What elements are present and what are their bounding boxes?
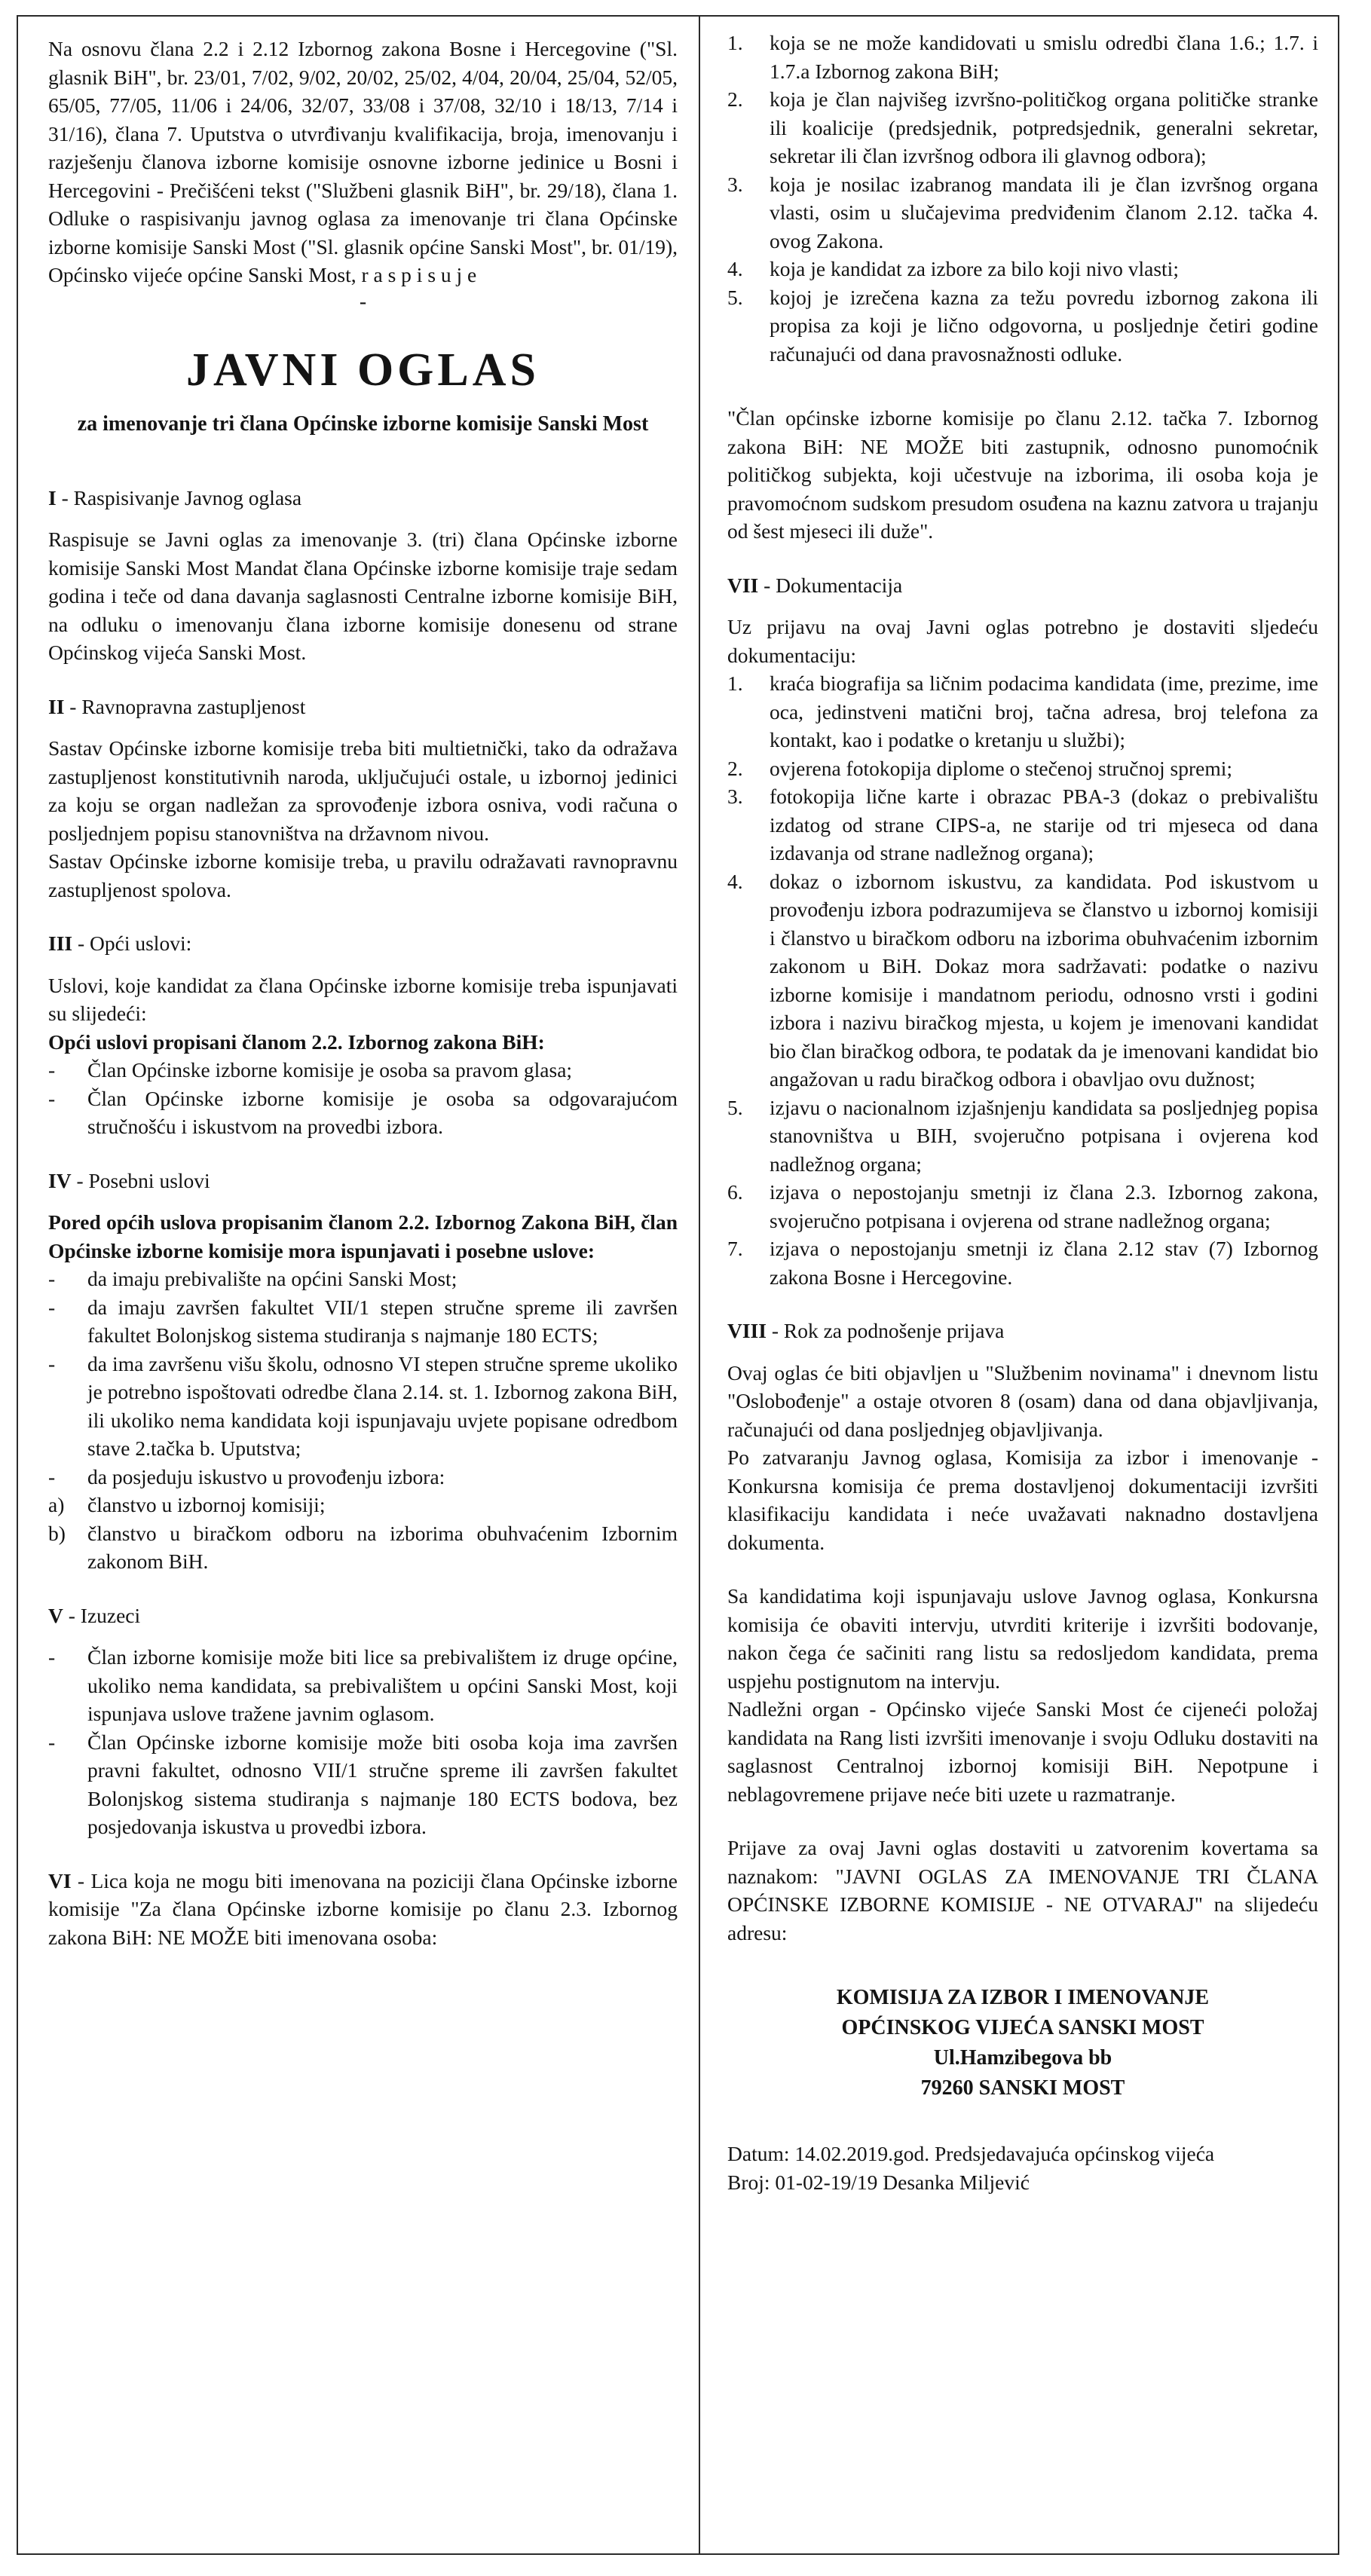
- list-item: 1. koja se ne može kandidovati u smislu odredbi člana 1.6.; 1.7. i 1.7.a Izbornog zakona BiH;: [727, 31, 1318, 83]
- section-7-number: VII: [727, 573, 759, 597]
- section-6-heading: [48, 1867, 678, 1952]
- list-item: b) članstvo u biračkom odboru na izborima obuhvaćenim Izbornim zakonom BiH.: [48, 1521, 678, 1573]
- list-item: 5. izjavu o nacionalnom izjašnjenju kandidata sa posljednjeg popisa stanovništva u BIH, svojeručno potpisana i ovjerena kod nadležnog organa;: [727, 1095, 1318, 1176]
- section-5-title: - Izuzeci: [63, 1603, 141, 1627]
- list-item: - da ima završenu višu školu, odnosno VI stepen stručne spreme ukoliko je potrebno ispoštovati odredbe člana 2.14. st. 1. Izbornog zakona BiH, ili ukoliko nema kandidata koji ispunjavaju uvjete popisane odredbom stave 2.tačka b. Uputstva;: [48, 1351, 678, 1460]
- section-6-quote: "Član općinske izborne komisije po članu 2.12. tačka 7. Izbornog zakona BiH: NE MOŽE biti zastupnik, odnosno punomoćnik političkog subjekta, koji učestvuje na izborima, ili osoba koja je pravomoćnom sudskom presudom osuđena na kaznu zatvora u trajanju od šest mjeseci ili duže".: [727, 406, 1318, 543]
- page-title: JAVNI OGLAS: [185, 344, 540, 396]
- list-item: - Član Općinske izborne komisije je osoba sa pravom glasa;: [48, 1058, 573, 1081]
- signer-title: Predsjedavajuća općinskog vijeća: [935, 2142, 1215, 2165]
- section-1-title: - Raspisivanje Javnog oglasa: [56, 485, 302, 509]
- section-7-paragraph: Uz prijavu na ovaj Javni oglas potrebno je dostaviti sljedeću dokumentaciju:: [727, 615, 1318, 667]
- section-3-title: - Opći uslovi:: [72, 932, 192, 955]
- section-1-number: I: [48, 485, 57, 509]
- signature-block: [727, 2140, 1318, 2196]
- section-5-heading: [48, 1602, 678, 1630]
- list-item: 4. dokaz o izbornom iskustvu, za kandidata. Pod iskustvom u provođenju izbora podrazumijeva se članstvo u izbornoj komisiji i članstvo u biračkom odboru na izborima obuhvaćenim izbornim zakonom u BiH. Dokaz mora sadržavati: podatke o nazivu izborne komisije i mandatnom periodu, odnosno vrsti i godini izbora i nazivu biračkog mjesta, u kojem je imenovani kandidat bio član biračkog odbora, te podatak da je imenovani kandidat bio angažovan u radu biračkog odbora i obavljao ovu dužnost;: [727, 869, 1318, 1091]
- section-4-list: [48, 1265, 678, 1491]
- list-item: 7. izjava o nepostojanju smetnji iz člana 2.12 stav (7) Izbornog zakona Bosne i Hercegovine.: [727, 1237, 1318, 1289]
- list-item: - da imaju prebivalište na općini Sanski Most;: [48, 1267, 458, 1290]
- section-8-title: - Rok za podnošenje prijava: [766, 1319, 1005, 1342]
- section-8-paragraph-1: Ovaj oglas će biti objavljen u "Službenim novinama" i dnevnom listu "Oslobođenje" a ostaje otvoren 8 (osam) dana od dana objavljivanja, računajući od dana posljednjeg objavljivanja.: [727, 1360, 1318, 1441]
- section-8-paragraph-4: Nadležni organ - Općinsko vijeće Sanski Most će cijeneći položaj kandidata na Rang listi izvršiti imenovanje i svoju Odluku dostaviti na saglasnost Centralnoj izbornoj komisiji BiH. Nepotpune i neblagovremene prijave neće biti uzete u razmatranje.: [727, 1697, 1318, 1806]
- address-line-3: Ul.Hamzibegova bb: [933, 2046, 1112, 2070]
- page-subtitle: za imenovanje tri člana Općinske izborne komisije Sanski Most: [77, 411, 649, 436]
- section-3-bold-line: Opći uslovi propisani članom 2.2. Izbornog zakona BiH:: [48, 1029, 545, 1054]
- section-8-paragraph-3: Sa kandidatima koji ispunjavaju uslove Javnog oglasa, Konkursna komisija će obaviti intervju, utvrditi kriterije i izvršiti bodovanje, nakon čega će sačiniti rang listu sa redosljedom kandidata, prema uspjehu postignutom na intervju.: [727, 1584, 1318, 1693]
- section-4-title: - Posebni uslovi: [71, 1168, 210, 1192]
- section-6-list: [727, 29, 1318, 368]
- list-item: 1. kraća biografija sa ličnim podacima kandidata (ime, prezime, ime oca, jedinstveni matični broj, tačna adresa, broj telefona za kontakt, kao i podatke o kretanju u službi);: [727, 672, 1318, 751]
- section-6-number: VI: [48, 1868, 72, 1892]
- section-7-heading: [727, 571, 1318, 600]
- list-item: - Član izborne komisije može biti lice sa prebivalištem iz druge općine, ukoliko nema kandidata, sa prebivalištem u općini Sanski Most, koji ispunjava uslove tražene javnim oglasom.: [48, 1645, 678, 1725]
- section-2-heading: [48, 693, 678, 721]
- right-column: [700, 17, 1341, 2553]
- section-3-number: III: [48, 932, 73, 955]
- list-item: 2. ovjerena fotokopija diplome o stečenoj stručnoj spremi;: [727, 756, 1233, 780]
- section-3-heading: [48, 929, 678, 958]
- list-item: 5. kojoj je izrečena kazna za težu povredu izbornog zakona ili propisa za koji je lično odgovorna, u posljednje četiri godine računajući od dana pravosnažnosti odluke.: [727, 285, 1318, 366]
- list-item: - Član Općinske izborne komisije je osoba sa odgovarajućom stručnošću i iskustvom na provedbi izbora.: [48, 1086, 678, 1138]
- list-item: 4. koja je kandidat za izbore za bilo koji nivo vlasti;: [727, 257, 1179, 280]
- section-2-paragraph-2: Sastav Općinske izborne komisije treba, u pravilu odražavati ravnopravnu zastupljenost spolova.: [48, 849, 678, 901]
- address-line-4: 79260 SANSKI MOST: [920, 2076, 1125, 2100]
- address-block: [727, 1983, 1318, 2103]
- section-8-heading: [727, 1317, 1318, 1345]
- section-3-paragraph: Uslovi, koje kandidat za člana Općinske izborne komisije treba ispunjavati su slijedeći:: [48, 973, 678, 1025]
- broj-label: Broj:: [727, 2170, 770, 2194]
- section-4-sublist: [48, 1491, 678, 1576]
- section-7-title: - Dokumentacija: [758, 573, 903, 597]
- section-2-paragraph-1: Sastav Općinske izborne komisije treba biti multietnički, tako da odražava zastupljenost konstitutivnih naroda, uključujući ostale, u izbornoj jedinici za koju se organ nadležan za sprovođenje izbora osniva, vodi računa o posljednjem popisu stanovništva na državnom nivou.: [48, 736, 678, 845]
- list-item: a) članstvo u izbornoj komisiji;: [48, 1493, 326, 1516]
- section-1-heading: [48, 484, 678, 512]
- broj-value: 01-02-19/19: [775, 2170, 878, 2194]
- address-line-1: KOMISIJA ZA IZBOR I IMENOVANJE: [836, 1986, 1210, 2009]
- section-2-number: II: [48, 694, 65, 718]
- datum-value: 14.02.2019.god.: [794, 2142, 930, 2165]
- section-4-bold-paragraph: Pored općih uslova propisanim članom 2.2. Izbornog Zakona BiH, član Općinske izborne komisije mora ispunjavati i posebne uslove:: [48, 1210, 678, 1262]
- intro-paragraph: Na osnovu člana 2.2 i 2.12 Izbornog zakona Bosne i Hercegovine ("Sl. glasnik BiH", br. 23/01, 7/02, 9/02, 20/02, 25/02, 4/04, 20/04, 25/04, 52/05, 65/05, 77/05, 11/06 i 24/06, 32/07, 33/08 i 37/08, 32/10 i 18/13, 7/14 i 31/16), člana 7. Uputstva o utvrđivanju kvalifikacija, broja, imenovanju i razješenju članova izborne komisije osnovne izborne jedinice u Bosni i Hercegovini - Prečišćeni tekst ("Službeni glasnik BiH", br. 29/18), člana 1. Odluke o raspisivanju javnog oglasa za imenovanje tri člana Općinske izborne komisije Sanski Most ("Sl. glasnik općine Sanski Most", br. 01/19), Općinsko vijeće općine Sanski Most, r a s p i s u j e: [48, 37, 678, 286]
- list-item: - Član Općinske izborne komisije može biti osoba koja ima završen pravni fakultet, odnosno VII/1 stručne spreme ili završen fakultet Bolonjskog sistema studiranja s najmanje 180 ECTS bodova, bez posjedovanja iskustva u provedbi izbora.: [48, 1730, 678, 1838]
- section-6-title: - Lica koja ne mogu biti imenovana na poziciji člana Općinske izborne komisije "Za člana Općinske izborne komisije po članu 2.3. Izbornog zakona BiH: NE MOŽE biti imenovana osoba:: [48, 1868, 678, 1949]
- ink-mark: ‐: [359, 289, 367, 314]
- section-5-list: [48, 1643, 678, 1841]
- section-2-title: - Ravnopravna zastupljenost: [64, 694, 306, 718]
- list-item: 3. fotokopija lične karte i obrazac PBA-3 (dokaz o prebivalištu izdatog od strane CIPS-a, ne starije od tri mjeseca od dana izdavanja od strane nadležnog organa);: [727, 785, 1318, 864]
- list-item: 2. koja je član najvišeg izvršno-političkog organa političke stranke ili koalicije (predsjednik, potpredsjednik, generalni sekretar, sekretar ili član izvršnog odbora ili glavnog odbora);: [727, 87, 1318, 167]
- document-page: [17, 15, 1339, 2555]
- section-8-paragraph-2: Po zatvaranju Javnog oglasa, Komisija za izbor i imenovanje - Konkursna komisija će prema dostavljenoj dokumentaciji izvršiti klasifikaciju kandidata i neće uvažavati naknadno dostavljena dokumenta.: [727, 1446, 1318, 1554]
- section-7-list: [727, 669, 1318, 1291]
- section-3-list: [48, 1056, 678, 1141]
- list-item: 6. izjava o nepostojanju smetnji iz člana 2.3. Izbornog zakona, svojeručno potpisana i ovjerena od strane nadležnog organa;: [727, 1180, 1318, 1232]
- section-1-text: Raspisuje se Javni oglas za imenovanje 3. (tri) člana Općinske izborne komisije Sanski Most Mandat člana Općinske izborne komisije traje sedam godina i teče od dana davanja saglasnosti Centralne izborne komisije BiH, na odluku o imenovanju člana izborne komisije donesenu od strane Općinskog vijeća Sanski Most.: [48, 528, 678, 664]
- section-8-number: VIII: [727, 1319, 767, 1342]
- datum-label: Datum:: [727, 2142, 790, 2165]
- signature-line-1: [727, 2140, 1318, 2168]
- section-4-number: IV: [48, 1168, 72, 1192]
- section-4-heading: [48, 1167, 678, 1195]
- left-column: [18, 17, 700, 2553]
- signer-name: Desanka Miljević: [883, 2170, 1030, 2194]
- section-8-paragraph-5: Prijave za ovaj Javni oglas dostaviti u zatvorenim kovertama sa naznakom: "JAVNI OGLAS ZA IMENOVANJE TRI ČLANA OPĆINSKE IZBORNE KOMISIJE - NE OTVARAJ" na slijedeću adresu:: [727, 1836, 1318, 1944]
- list-item: - da posjeduju iskustvo u provođenju izbora:: [48, 1464, 445, 1488]
- signature-line-2: [727, 2168, 1318, 2197]
- address-line-2: OPĆINSKOG VIJEĆA SANSKI MOST: [841, 2016, 1204, 2039]
- section-5-number: V: [48, 1603, 63, 1627]
- list-item: - da imaju završen fakultet VII/1 stepen stručne spreme ili završen fakultet Bolonjskog sistema studiranja s najmanje 180 ECTS;: [48, 1295, 678, 1347]
- list-item: 3. koja je nosilac izabranog mandata ili je član izvršnog organa vlasti, osim u slučajevima predviđenim članom 2.12. tačka 4. ovog Zakona.: [727, 172, 1318, 252]
